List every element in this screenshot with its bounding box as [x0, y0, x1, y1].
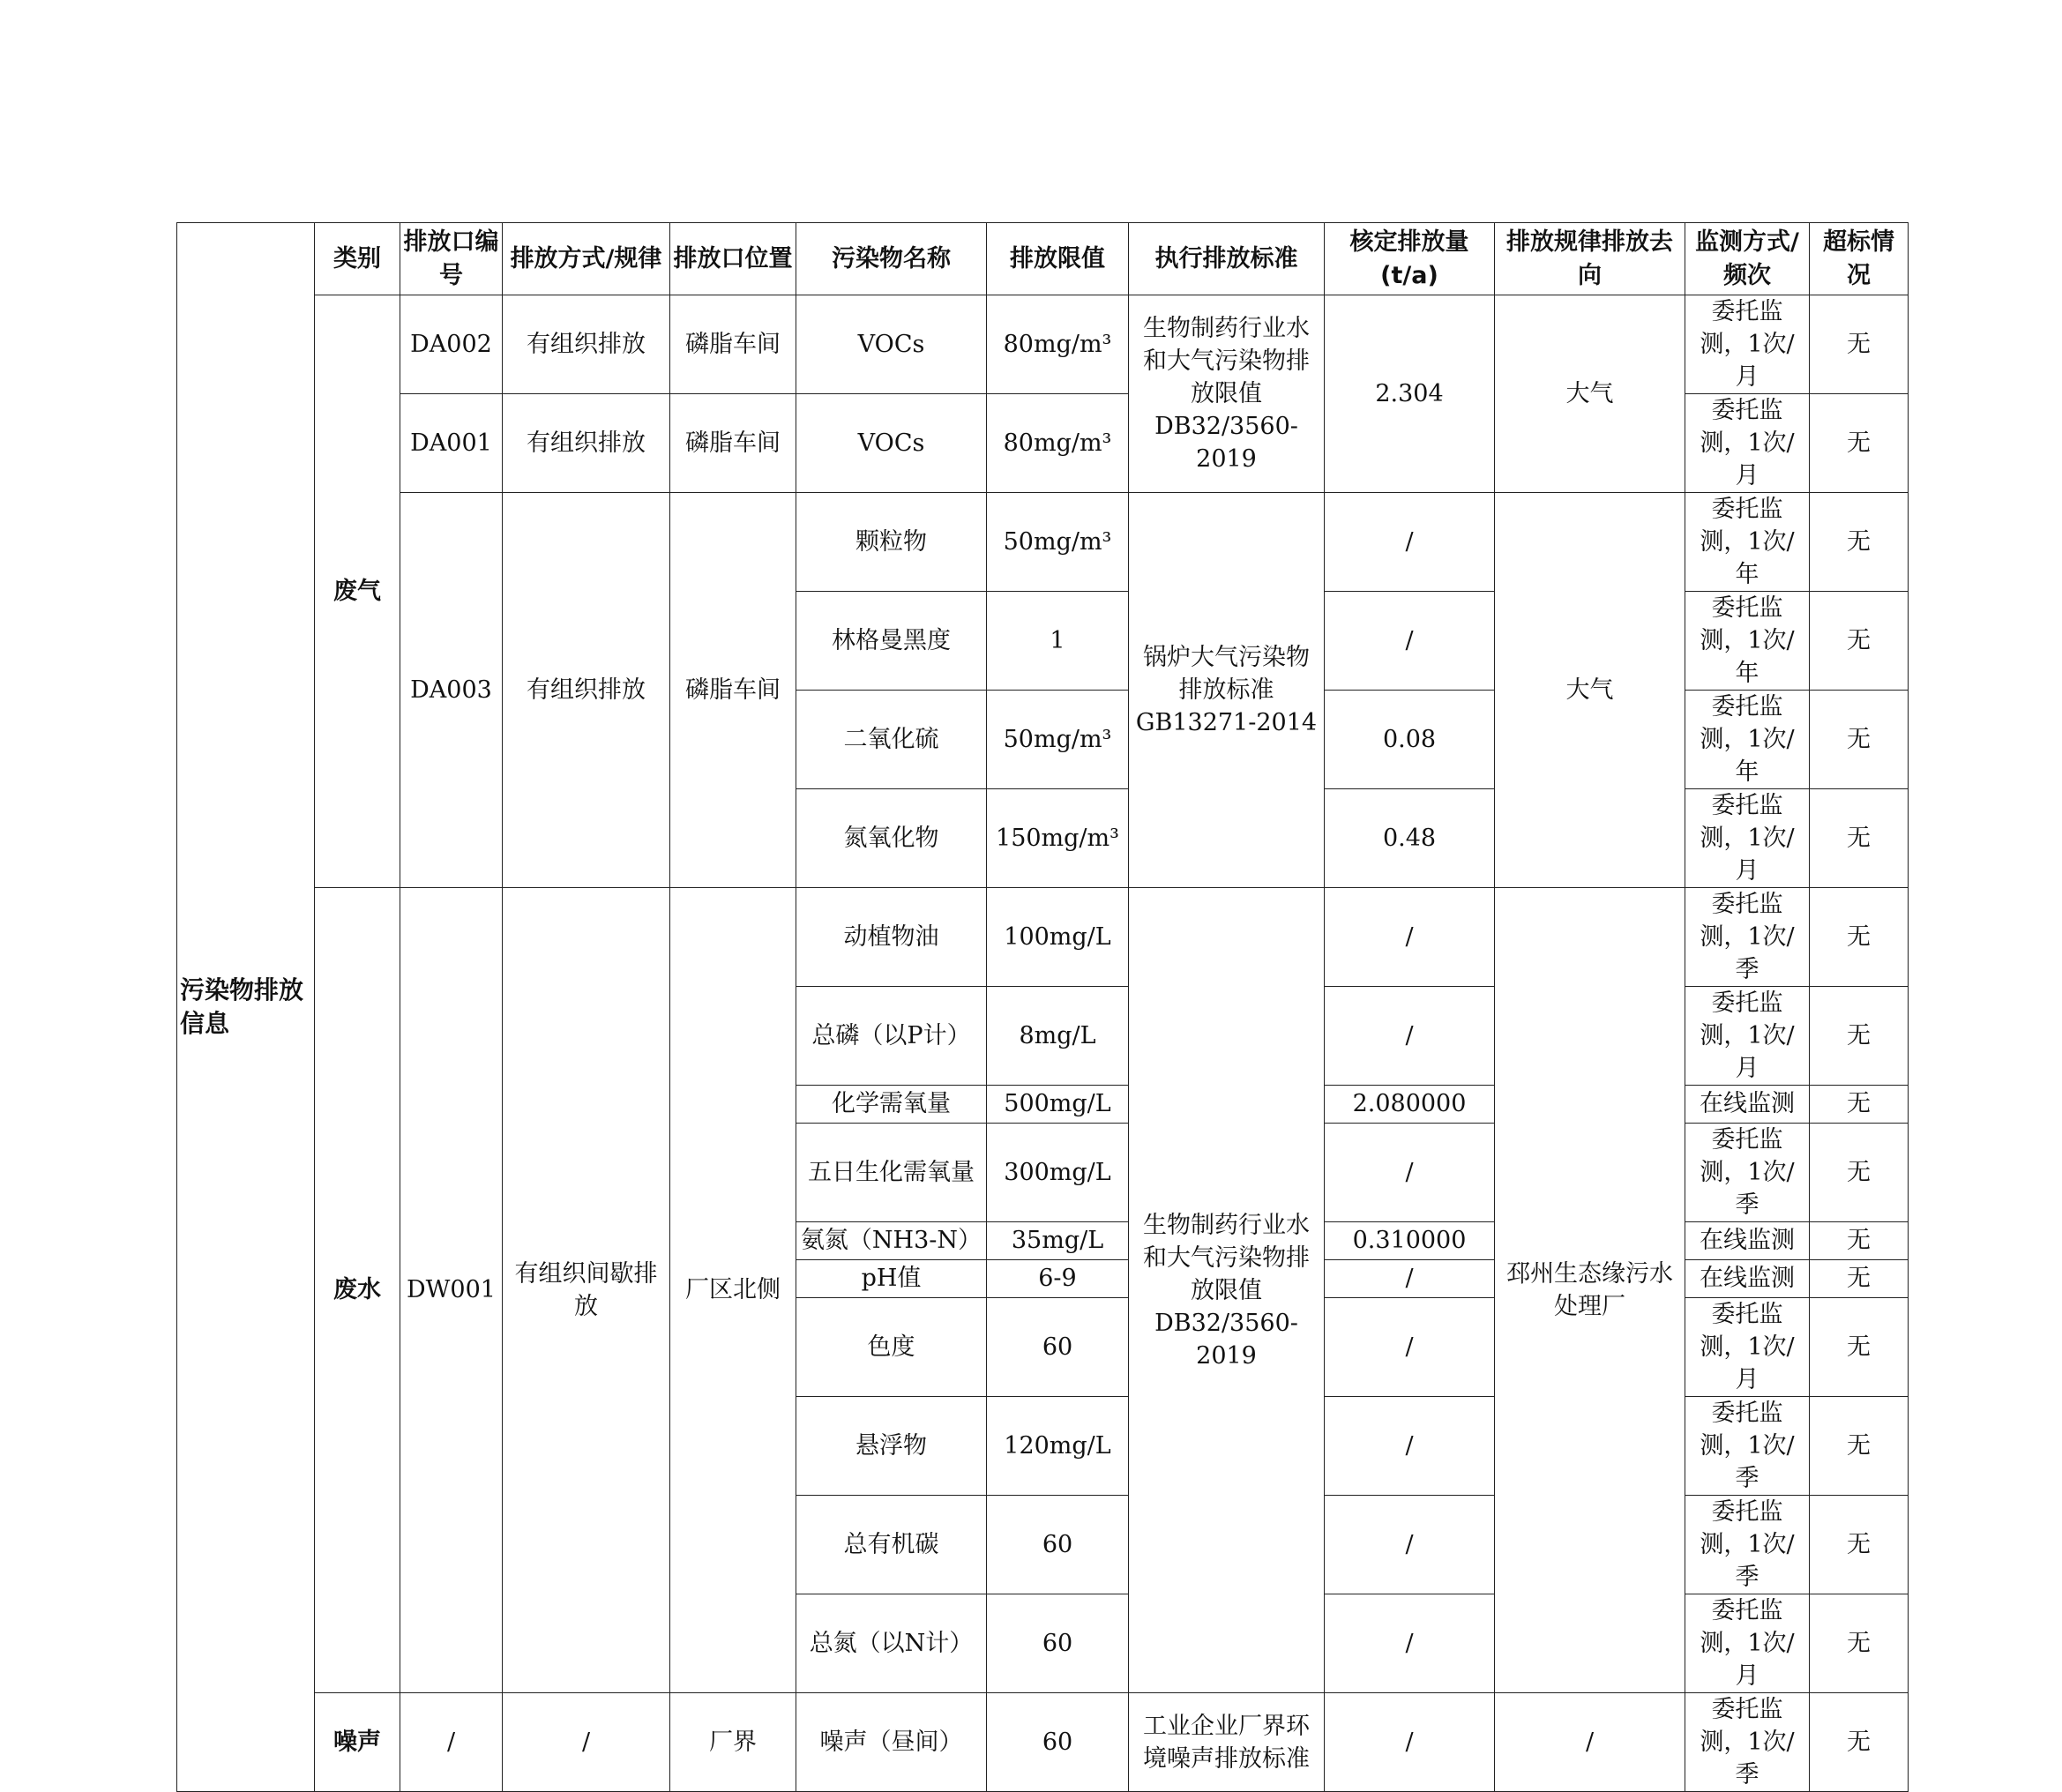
limit-value: 6-9	[987, 1260, 1129, 1298]
approved-amount: /	[1325, 987, 1495, 1086]
monitoring: 委托监测，1次/季	[1685, 1693, 1810, 1792]
exceed: 无	[1810, 1594, 1909, 1693]
monitoring: 委托监测，1次/月	[1685, 1594, 1810, 1693]
standard-text: 生物制药行业水和大气污染物排放限值DB32/3560-2019	[1129, 295, 1325, 493]
approved-amount: /	[1325, 1260, 1495, 1298]
standard-text: 锅炉大气污染物排放标准GB13271-2014	[1129, 493, 1325, 888]
pollutant-name: 氮氧化物	[796, 789, 987, 888]
category-noise: 噪声	[315, 1693, 400, 1792]
table-row	[177, 295, 1909, 394]
approved-amount: 0.08	[1325, 691, 1495, 789]
limit-value: 80mg/m³	[987, 394, 1129, 493]
pollutant-discharge-table	[176, 222, 1909, 1792]
discharge-mode: 有组织排放	[503, 394, 670, 493]
monitoring: 在线监测	[1685, 1086, 1810, 1124]
pollutant-name: 总氮（以N计）	[796, 1594, 987, 1693]
outlet-code: DW001	[400, 888, 503, 1693]
outlet-code: DA001	[400, 394, 503, 493]
approved-amount: /	[1325, 592, 1495, 691]
header-destination: 排放规律排放去向	[1495, 223, 1685, 295]
destination: 大气	[1495, 493, 1685, 888]
header-outlet-code: 排放口编号	[400, 223, 503, 295]
monitoring: 委托监测，1次/季	[1685, 1397, 1810, 1496]
side-label: 污染物排放信息	[177, 223, 315, 1792]
limit-value: 8mg/L	[987, 987, 1129, 1086]
header-pollutant-name: 污染物名称	[796, 223, 987, 295]
header-monitoring: 监测方式/频次	[1685, 223, 1810, 295]
destination: 邳州生态缘污水处理厂	[1495, 888, 1685, 1693]
destination: /	[1495, 1693, 1685, 1792]
exceed: 无	[1810, 592, 1909, 691]
limit-value: 120mg/L	[987, 1397, 1129, 1496]
limit-value: 100mg/L	[987, 888, 1129, 987]
outlet-location: 厂界	[670, 1693, 796, 1792]
table-row	[177, 1693, 1909, 1792]
standard-text: 工业企业厂界环境噪声排放标准	[1129, 1693, 1325, 1792]
category-water: 废水	[315, 888, 400, 1693]
monitoring: 委托监测，1次/季	[1685, 1124, 1810, 1222]
outlet-code: /	[400, 1693, 503, 1792]
limit-value: 60	[987, 1496, 1129, 1594]
approved-amount: /	[1325, 1298, 1495, 1397]
discharge-mode: 有组织排放	[503, 493, 670, 888]
pollutant-name: 五日生化需氧量	[796, 1124, 987, 1222]
header-limit: 排放限值	[987, 223, 1129, 295]
exceed: 无	[1810, 1260, 1909, 1298]
exceed: 无	[1810, 295, 1909, 394]
limit-value: 50mg/m³	[987, 493, 1129, 592]
pollutant-name: 色度	[796, 1298, 987, 1397]
approved-amount: 0.48	[1325, 789, 1495, 888]
monitoring: 委托监测，1次/月	[1685, 789, 1810, 888]
approved-amount: 0.310000	[1325, 1222, 1495, 1260]
outlet-code: DA003	[400, 493, 503, 888]
discharge-mode: 有组织间歇排放	[503, 888, 670, 1693]
monitoring: 委托监测，1次/月	[1685, 987, 1810, 1086]
exceed: 无	[1810, 394, 1909, 493]
monitoring: 委托监测，1次/年	[1685, 592, 1810, 691]
outlet-code: DA002	[400, 295, 503, 394]
table-row	[177, 493, 1909, 592]
header-exceed: 超标情况	[1810, 223, 1909, 295]
limit-value: 300mg/L	[987, 1124, 1129, 1222]
pollutant-name: 总磷（以P计）	[796, 987, 987, 1086]
exceed: 无	[1810, 1693, 1909, 1792]
approved-amount: /	[1325, 1594, 1495, 1693]
limit-value: 50mg/m³	[987, 691, 1129, 789]
pollutant-name: VOCs	[796, 295, 987, 394]
pollutant-name: 颗粒物	[796, 493, 987, 592]
limit-value: 35mg/L	[987, 1222, 1129, 1260]
approved-amount: /	[1325, 1496, 1495, 1594]
pollutant-name: 化学需氧量	[796, 1086, 987, 1124]
destination: 大气	[1495, 295, 1685, 493]
discharge-mode: /	[503, 1693, 670, 1792]
discharge-mode: 有组织排放	[503, 295, 670, 394]
monitoring: 委托监测，1次/年	[1685, 493, 1810, 592]
approved-amount: /	[1325, 1124, 1495, 1222]
limit-value: 500mg/L	[987, 1086, 1129, 1124]
approved-amount: /	[1325, 493, 1495, 592]
exceed: 无	[1810, 888, 1909, 987]
header-outlet-location: 排放口位置	[670, 223, 796, 295]
monitoring: 在线监测	[1685, 1222, 1810, 1260]
exceed: 无	[1810, 1222, 1909, 1260]
exceed: 无	[1810, 789, 1909, 888]
outlet-location: 厂区北侧	[670, 888, 796, 1693]
pollutant-name: 噪声（昼间）	[796, 1693, 987, 1792]
outlet-location: 磷脂车间	[670, 493, 796, 888]
limit-value: 60	[987, 1693, 1129, 1792]
limit-value: 150mg/m³	[987, 789, 1129, 888]
category-gas: 废气	[315, 295, 400, 888]
approved-amount: /	[1325, 888, 1495, 987]
monitoring: 委托监测，1次/月	[1685, 1298, 1810, 1397]
pollutant-name: 总有机碳	[796, 1496, 987, 1594]
exceed: 无	[1810, 493, 1909, 592]
approved-amount: /	[1325, 1693, 1495, 1792]
header-row	[177, 223, 1909, 295]
monitoring: 委托监测，1次/季	[1685, 1496, 1810, 1594]
header-discharge-mode: 排放方式/规律	[503, 223, 670, 295]
limit-value: 80mg/m³	[987, 295, 1129, 394]
header-standard: 执行排放标准	[1129, 223, 1325, 295]
pollutant-name: 动植物油	[796, 888, 987, 987]
limit-value: 60	[987, 1298, 1129, 1397]
standard-text: 生物制药行业水和大气污染物排放限值DB32/3560-2019	[1129, 888, 1325, 1693]
monitoring: 委托监测，1次/月	[1685, 394, 1810, 493]
pollutant-name: 二氧化硫	[796, 691, 987, 789]
exceed: 无	[1810, 1496, 1909, 1594]
limit-value: 1	[987, 592, 1129, 691]
exceed: 无	[1810, 1397, 1909, 1496]
pollutant-name: pH值	[796, 1260, 987, 1298]
pollutant-name: 林格曼黑度	[796, 592, 987, 691]
exceed: 无	[1810, 1086, 1909, 1124]
exceed: 无	[1810, 691, 1909, 789]
monitoring: 委托监测，1次/季	[1685, 888, 1810, 987]
monitoring: 委托监测，1次/年	[1685, 691, 1810, 789]
approved-amount: /	[1325, 1397, 1495, 1496]
pollutant-name: 氨氮（NH3-N）	[796, 1222, 987, 1260]
monitoring: 在线监测	[1685, 1260, 1810, 1298]
header-category: 类别	[315, 223, 400, 295]
outlet-location: 磷脂车间	[670, 295, 796, 394]
approved-amount: 2.080000	[1325, 1086, 1495, 1124]
monitoring: 委托监测，1次/月	[1685, 295, 1810, 394]
pollutant-name: 悬浮物	[796, 1397, 987, 1496]
exceed: 无	[1810, 1124, 1909, 1222]
outlet-location: 磷脂车间	[670, 394, 796, 493]
approved-amount: 2.304	[1325, 295, 1495, 493]
exceed: 无	[1810, 1298, 1909, 1397]
limit-value: 60	[987, 1594, 1129, 1693]
header-approved-amount: 核定排放量(t/a)	[1325, 223, 1495, 295]
exceed: 无	[1810, 987, 1909, 1086]
pollutant-name: VOCs	[796, 394, 987, 493]
table-row	[177, 888, 1909, 987]
